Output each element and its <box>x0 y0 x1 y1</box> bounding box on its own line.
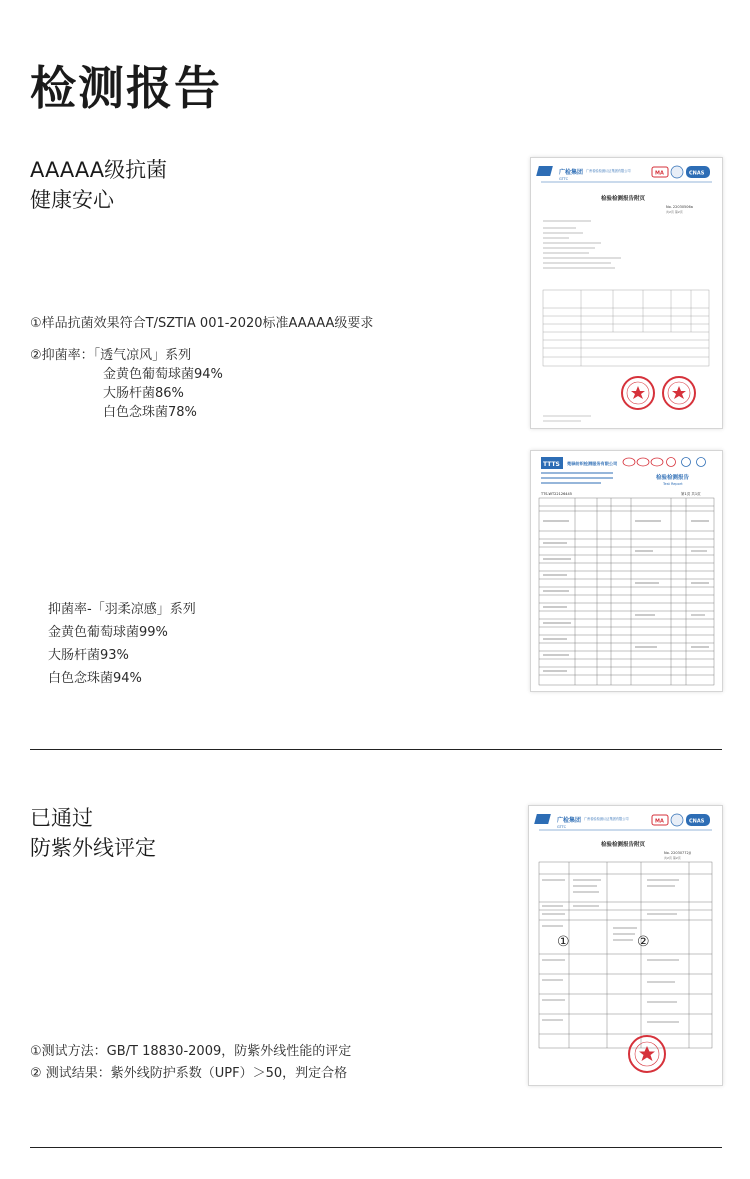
accreditation-logos-icon <box>623 458 706 467</box>
feather-rate-ecoli: 大肠杆菌93% <box>48 648 129 663</box>
uv-report-page <box>528 805 723 1086</box>
doc3-stamp-icon <box>629 1036 665 1072</box>
ilac-logo-icon <box>671 814 683 826</box>
antibacterial-heading-line2: 健康安心 <box>30 188 114 212</box>
doc3-title: 检验检测报告附页 <box>601 842 646 848</box>
breathable-series-label: ②抑菌率：「透气凉风」系列 <box>30 348 192 363</box>
feather-series-report-page <box>530 450 723 692</box>
doc3-header: 广州检验检测认证集团有限公司 <box>584 817 629 821</box>
gttc-logo-icon <box>534 814 551 824</box>
page-title: 检测报告 <box>30 61 222 115</box>
uv-heading-line1: 已通过 <box>30 806 93 830</box>
svg-text:CNAS: CNAS <box>689 170 705 177</box>
feather-series-rates <box>48 598 196 690</box>
doc3-page-no: 共2页 第2页 <box>664 856 681 860</box>
doc1-page-no: 共2页 第2页 <box>666 210 683 214</box>
uv-heading <box>30 803 156 863</box>
feather-rate-staph: 金黄色葡萄球菌99% <box>48 625 168 640</box>
doc2-header: 莞驿纺织检测服务有限公司 <box>567 461 618 466</box>
antibacterial-heading <box>30 155 167 215</box>
standard-note: ①样品抗菌效果符合T/SZTIA 001-2020标准AAAAA级要求 <box>30 316 374 331</box>
doc2-page-no: 第1页 共1页 <box>681 492 701 496</box>
antibacterial-heading-line1: AAAAA级抗菌 <box>30 158 168 182</box>
section-divider-2 <box>30 1147 722 1148</box>
doc1-title: 检验检测报告附页 <box>601 196 646 202</box>
doc1-header: 广州检验检测认证集团有限公司 <box>586 169 631 173</box>
doc1-brand: 广检集团 <box>559 169 584 176</box>
breathable-rate-candida: 白色念珠菌78% <box>103 405 197 420</box>
doc3-report-no: No. 22030772JJ <box>664 851 691 855</box>
feather-rate-candida: 白色念珠菌94% <box>48 671 142 686</box>
section-divider-1 <box>30 749 722 750</box>
doc3-brand: 广检集团 <box>557 817 582 824</box>
svg-text:CNAS: CNAS <box>689 818 705 825</box>
ilac-logo-icon <box>671 166 683 178</box>
doc2-title-en: Test Report <box>663 482 683 486</box>
uv-test-method: ①测试方法：GB/T 18830-2009，防紫外线性能的评定 <box>30 1044 352 1059</box>
doc2-title: 检验检测报告 <box>656 475 690 481</box>
doc1-stamp-right-icon <box>663 377 695 409</box>
doc2-report-no: TTS-WT22126445 <box>541 492 572 496</box>
doc1-report-no: No. 22030506a <box>666 205 693 209</box>
uv-test-notes <box>30 1041 351 1085</box>
breathable-series-rates <box>30 346 223 422</box>
uv-heading-line2: 防紫外线评定 <box>30 836 156 860</box>
uv-result-marker: ② <box>637 934 650 950</box>
breathable-rate-ecoli: 大肠杆菌86% <box>103 386 184 401</box>
doc3-brand-sub: GTTC <box>557 825 567 829</box>
doc1-stamp-left-icon <box>622 377 654 409</box>
uv-test-result: ② 测试结果：紫外线防护系数（UPF）＞50，判定合格 <box>30 1066 348 1081</box>
doc2-brand: TTTS <box>543 461 560 468</box>
gttc-logo-icon <box>536 166 553 176</box>
svg-text:MA: MA <box>655 170 664 177</box>
breathable-rate-staph: 金黄色葡萄球菌94% <box>103 367 223 382</box>
svg-text:MA: MA <box>655 818 664 825</box>
uv-method-marker: ① <box>557 934 570 950</box>
antibacterial-report-page <box>530 157 723 429</box>
feather-series-label: 抑菌率-「羽柔凉感」系列 <box>48 602 196 617</box>
doc1-brand-sub: GTTC <box>559 177 569 181</box>
